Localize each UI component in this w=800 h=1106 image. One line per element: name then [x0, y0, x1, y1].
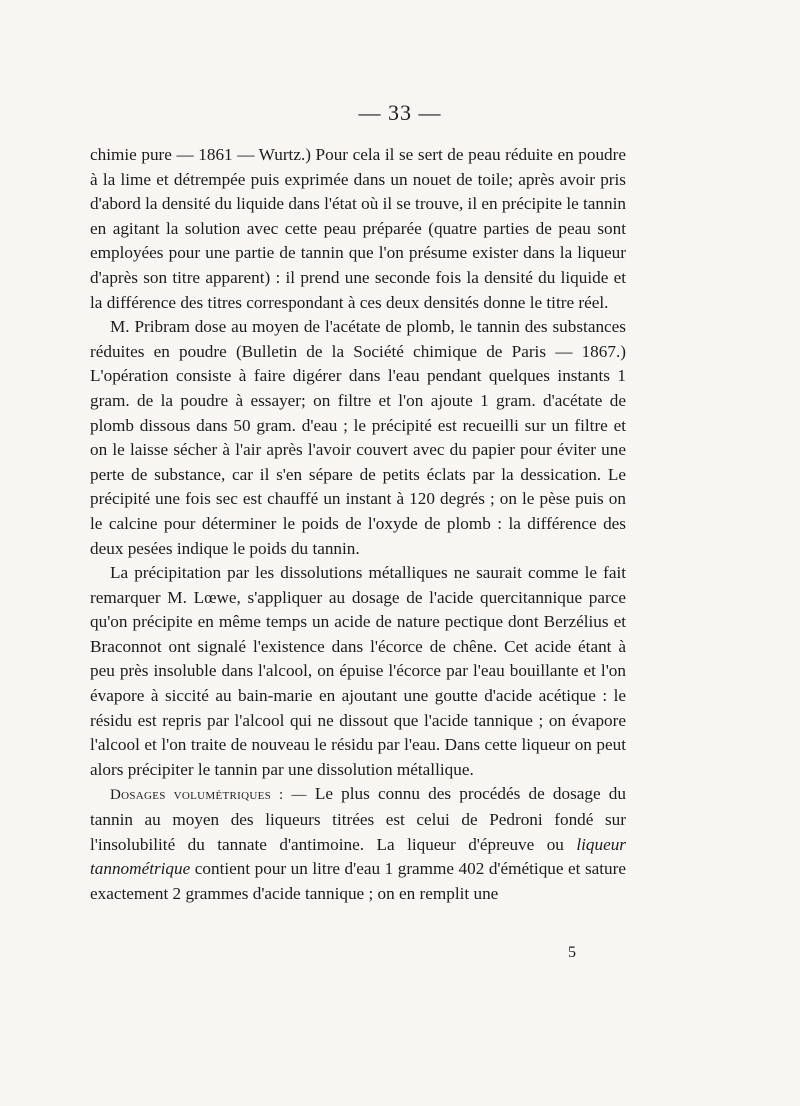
section-heading: Dosages volumétriques : —	[110, 787, 307, 804]
page-number: — 33 —	[358, 100, 442, 125]
paragraph-4-text-2: contient pour un litre d'eau 1 gramme 402 d'émétique et sature exactement 2 grammes d'acide tannique ; on en remplit une	[90, 859, 626, 903]
paragraph-4-italic: liqueur tannométrique	[90, 834, 626, 879]
text-body	[90, 143, 626, 906]
paragraph-3: La précipitation par les dissolutions métalliques ne saurait comme le fait remarquer M. Lœwe, s'appliquer au dosage de l'acide quercitannique parce qu'on précipite en même temps un acide de nature pectique dont Berzélius et Braconnot ont signalé l'existence dans l'écorce de chêne. Cet acide étant à peu près insoluble dans l'alcool, on épuise l'écorce par l'eau bouillante et l'on évapore à siccité au bain-marie en ajoutant une goutte d'acide acétique : le résidu est repris par l'alcool qui ne dissout que l'acide tannique ; on évapore l'alcool et l'on traite de nouveau le résidu par l'eau. Dans cette liqueur on peut alors précipiter le tannin par une dissolution métallique.	[90, 563, 626, 779]
paragraph-4-text: Le plus connu des procédés de dosage du tannin au moyen des liqueurs titrées est celui de Pedroni fondé sur l'insolubilité du tannate d'antimoine. La liqueur d'épreuve ou	[90, 784, 626, 854]
paragraph-2: M. Pribram dose au moyen de l'acétate de plomb, le tannin des substances réduites en poudre (Bulletin de la Société chimique de Paris — 1867.) L'opération consiste à faire digérer dans l'eau pendant quelques instants 1 gram. de la poudre à essayer; on filtre et l'on ajoute 1 gram. d'acétate de plomb dissous dans 50 gram. d'eau ; le précipité est recueilli sur un filtre et on le laisse sécher à l'air après l'avoir couvert avec du papier pour éviter une perte de substance, car il s'en sépare de petits éclats par la dessication. Le précipité une fois sec est chauffé un instant à 120 degrés ; on le pèse puis on le calcine pour déterminer le poids de l'oxyde de plomb : la différence des deux pesées indique le poids du tannin.	[90, 317, 626, 558]
signature-mark: 5	[568, 944, 576, 961]
paragraph-1: chimie pure — 1861 — Wurtz.) Pour cela il se sert de peau réduite en poudre à la lime et détrempée puis exprimée dans un nouet de toile; après avoir pris d'abord la densité du liquide dans l'état où il se trouve, il en précipite le tannin en agitant la solution avec cette peau préparée (quatre parties de peau sont employées pour une partie de tannin que l'on présume exister dans la liqueur d'après son titre apparent) : il prend une seconde fois la densité du liquide et la différence des titres correspondant à ces deux densités donne le titre réel.	[90, 145, 626, 312]
paragraph-4	[90, 782, 626, 906]
